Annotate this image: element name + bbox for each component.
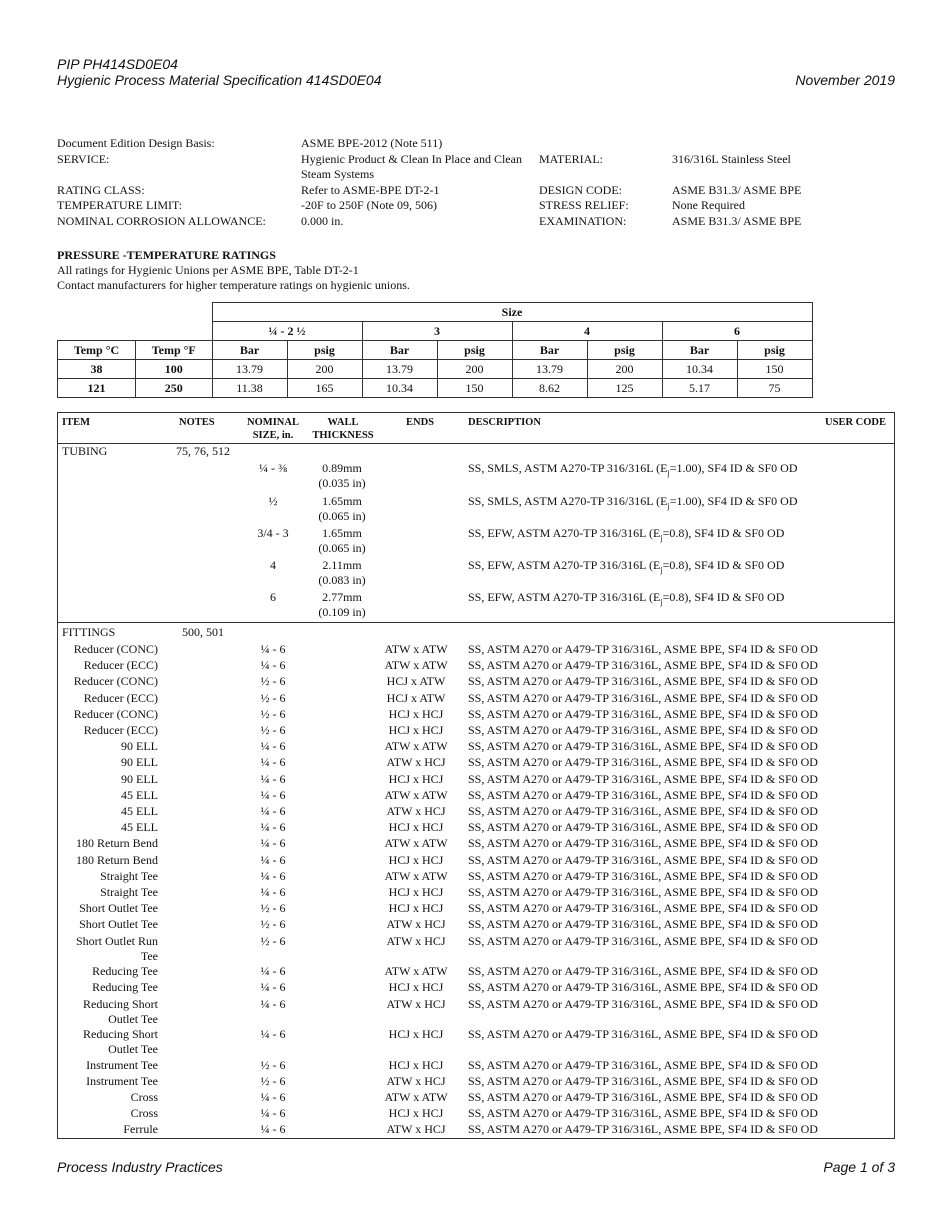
item-header: ITEM (62, 417, 91, 428)
doc-title: Hygienic Process Material Specification 414SD0E04 (57, 72, 382, 88)
fitting-name-line1: 45 ELL (121, 804, 158, 818)
ratings-units-row (58, 341, 813, 360)
ends: ATW x HCJ (386, 1073, 446, 1088)
wall-thickness (312, 558, 372, 588)
table-header-row (58, 413, 894, 444)
corrosion-value: 0.000 in. (301, 213, 344, 228)
stress-relief-value: None Required (672, 198, 745, 212)
nominal-size: ½ - 6 (260, 933, 286, 948)
fitting-name-line1: 90 ELL (121, 739, 158, 754)
fitting-name-line1: Reducing Short (83, 1027, 158, 1041)
description: SS, ASTM A270 or A479-TP 316/316L, ASME BPE, SF4 ID & SF0 OD (468, 1122, 818, 1137)
ends: ATW x HCJ (386, 917, 446, 932)
psig-header: psig (737, 341, 812, 360)
fitting-name (62, 788, 158, 803)
ends-header: ENDS (406, 417, 435, 428)
notes-header: NOTES (179, 417, 215, 428)
description (468, 526, 784, 545)
fitting-name-line1: Reducer (ECC) (83, 658, 158, 673)
nominal-size: ¼ - 6 (260, 771, 286, 786)
description: SS, ASTM A270 or A479-TP 316/316L, ASME BPE, SF4 ID & SF0 OD (468, 642, 818, 656)
bar-header: Bar (512, 341, 587, 360)
fitting-name-line1: Straight Tee (100, 885, 158, 899)
ends: ATW x ATW (384, 658, 448, 673)
wall-header (310, 416, 376, 442)
fitting-name (62, 934, 158, 964)
fitting-name-line1: Straight Tee (100, 868, 158, 883)
nominal-size: ¼ - 6 (260, 820, 286, 835)
fitting-name-line1: Ferrule (123, 1122, 158, 1137)
fitting-name-line1: Reducer (CONC) (73, 642, 158, 656)
fitting-name-line1: 90 ELL (121, 755, 158, 770)
ends: ATW x ATW (384, 1089, 448, 1104)
nominal-size: ¼ - 6 (260, 980, 286, 995)
description: SS, ASTM A270 or A479-TP 316/316L, ASME BPE, SF4 ID & SF0 OD (468, 771, 818, 786)
description: SS, ASTM A270 or A479-TP 316/316L, ASME BPE, SF4 ID & SF0 OD (468, 820, 818, 835)
description: SS, ASTM A270 or A479-TP 316/316L, ASME BPE, SF4 ID & SF0 OD (468, 964, 818, 979)
fitting-name (62, 772, 158, 787)
nominal-size: ½ - 6 (260, 917, 286, 932)
stress-relief-label: STRESS RELIEF: (539, 198, 629, 212)
bar-header: Bar (362, 341, 437, 360)
examination-label: EXAMINATION: (539, 213, 627, 228)
fitting-name (62, 707, 158, 722)
description: SS, ASTM A270 or A479-TP 316/316L, ASME BPE, SF4 ID & SF0 OD (468, 1106, 818, 1121)
fitting-name-line1: 180 Return Bend (76, 836, 158, 851)
description-text-end: =0.8), SF4 ID & SF0 OD (662, 526, 785, 540)
description: SS, ASTM A270 or A479-TP 316/316L, ASME BPE, SF4 ID & SF0 OD (468, 836, 818, 851)
description: SS, ASTM A270 or A479-TP 316/316L, ASME BPE, SF4 ID & SF0 OD (468, 1073, 818, 1088)
nominal-size: ¼ - 6 (260, 658, 286, 673)
wall-in: (0.083 in) (318, 573, 366, 587)
fitting-name-line1: Instrument Tee (86, 1073, 158, 1088)
nominal-size: ¼ - 6 (260, 1106, 286, 1121)
wall-mm: 1.65mm (322, 494, 362, 508)
fitting-name (62, 1058, 158, 1073)
edition-value: ASME BPE-2012 (Note 511) (301, 136, 443, 150)
description: SS, ASTM A270 or A479-TP 316/316L, ASME BPE, SF4 ID & SF0 OD (468, 901, 818, 916)
nominal-size: ¼ - 6 (260, 804, 286, 818)
nominal-size: ½ - 6 (260, 723, 286, 737)
ends: ATW x HCJ (386, 804, 446, 818)
description (468, 494, 798, 513)
size-col: ¼ - 2 ½ (212, 322, 362, 341)
ends: HCJ x HCJ (388, 885, 444, 899)
fitting-name (62, 1074, 158, 1089)
nominal-size: ¼ - 6 (260, 755, 286, 770)
fitting-name-line1: Reducing Short (83, 996, 158, 1011)
rating-value: 200 (287, 360, 362, 379)
fitting-name (62, 1090, 158, 1105)
page-number: Page 1 of 3 (823, 1159, 895, 1175)
ends: ATW x ATW (384, 868, 448, 883)
description-text-end: =1.00), SF4 ID & SF0 OD (669, 461, 798, 475)
basis-row-rating (57, 183, 897, 199)
fitting-name-line1: Reducer (ECC) (83, 723, 158, 737)
fitting-name-line1: Reducing Tee (92, 980, 158, 995)
fittings-section (58, 622, 894, 1139)
bar-header: Bar (212, 341, 287, 360)
fitting-name (62, 691, 158, 706)
description-subscript: j (660, 533, 663, 543)
description (468, 590, 784, 609)
section-note-1: All ratings for Hygienic Unions per ASME BPE, Table DT-2-1 (57, 263, 359, 277)
nominal-size: ¼ - 6 (260, 996, 286, 1011)
fitting-name-line1: Cross (130, 1106, 158, 1121)
bar-header: Bar (662, 341, 737, 360)
fitting-name (62, 642, 158, 657)
wall-mm: 2.11mm (322, 558, 362, 572)
description: SS, ASTM A270 or A479-TP 316/316L, ASME BPE, SF4 ID & SF0 OD (468, 674, 818, 689)
nominal-size: 3/4 - 3 (257, 526, 289, 540)
ends: ATW x ATW (384, 642, 448, 656)
temp-f-header: Temp °F (136, 341, 213, 360)
rating-value: 11.38 (212, 379, 287, 398)
fitting-name (62, 869, 158, 884)
description-header: DESCRIPTION (468, 417, 541, 428)
nominal-size: ¼ - ⅜ (259, 461, 287, 475)
rating-value: 125 (587, 379, 662, 398)
ends: HCJ x ATW (386, 674, 446, 689)
ratings-row (58, 360, 813, 379)
wall-thickness (312, 461, 372, 491)
fitting-name-line1: Cross (130, 1089, 158, 1104)
wall-mm: 1.65mm (322, 526, 362, 540)
rating-value: 150 (437, 379, 512, 398)
description-text: SS, EFW, ASTM A270-TP 316/316L (E (468, 590, 661, 604)
ratings-size-row (58, 303, 813, 322)
basis-row-edition (57, 136, 897, 152)
nominal-size: ¼ - 6 (260, 852, 286, 867)
psig-header: psig (437, 341, 512, 360)
description-text-end: =0.8), SF4 ID & SF0 OD (662, 590, 785, 604)
nominal-size: ½ - 6 (260, 706, 286, 721)
nominal-size: ¼ - 6 (260, 739, 286, 754)
nominal-size: ¼ - 6 (260, 1122, 286, 1137)
ends: ATW x ATW (384, 739, 448, 754)
temp-limit-value: -20F to 250F (Note 09, 506) (301, 198, 437, 212)
description-subscript: j (667, 501, 670, 511)
fitting-name (62, 674, 158, 689)
description: SS, ASTM A270 or A479-TP 316/316L, ASME BPE, SF4 ID & SF0 OD (468, 1027, 818, 1041)
footer-left: Process Industry Practices (57, 1159, 223, 1175)
fitting-name-line1: Reducer (CONC) (73, 674, 158, 689)
basis-row-service (57, 152, 897, 183)
fitting-name (62, 1106, 158, 1121)
fitting-name-line1: 90 ELL (121, 771, 158, 786)
ends: HCJ x HCJ (388, 706, 444, 721)
page-footer (57, 1159, 895, 1175)
nominal-size: ½ - 6 (260, 690, 286, 705)
fitting-name-line1: Reducer (CONC) (73, 706, 158, 721)
description-subscript: j (660, 597, 663, 607)
description: SS, ASTM A270 or A479-TP 316/316L, ASME BPE, SF4 ID & SF0 OD (468, 1089, 818, 1104)
wall-thickness (312, 590, 372, 620)
description-text-end: =1.00), SF4 ID & SF0 OD (669, 494, 798, 508)
user-code-header: USER CODE (825, 417, 886, 428)
description-subscript: j (660, 565, 663, 575)
fitting-name (62, 836, 158, 851)
nominal-size: ½ - 6 (260, 674, 286, 689)
rating-value: 10.34 (362, 379, 437, 398)
corrosion-label: NOMINAL CORROSION ALLOWANCE: (57, 213, 266, 228)
tubing-section (58, 443, 894, 622)
temp-c: 38 (58, 360, 136, 379)
description: SS, ASTM A270 or A479-TP 316/316L, ASME BPE, SF4 ID & SF0 OD (468, 739, 818, 754)
wall-in: (0.065 in) (318, 541, 366, 555)
fitting-name-line2: Outlet Tee (108, 1011, 158, 1026)
description: SS, ASTM A270 or A479-TP 316/316L, ASME BPE, SF4 ID & SF0 OD (468, 933, 818, 948)
fitting-name (62, 885, 158, 900)
nominal-size: ¼ - 6 (260, 885, 286, 899)
basis-row-corrosion (57, 214, 897, 230)
piping-components-table (57, 412, 895, 1139)
ends: HCJ x HCJ (388, 723, 444, 737)
description: SS, ASTM A270 or A479-TP 316/316L, ASME BPE, SF4 ID & SF0 OD (468, 755, 818, 770)
ends: HCJ x HCJ (388, 820, 444, 835)
wall-header-line1: WALL (327, 417, 359, 428)
fitting-name (62, 739, 158, 754)
page-header (57, 56, 895, 88)
description: SS, ASTM A270 or A479-TP 316/316L, ASME BPE, SF4 ID & SF0 OD (468, 723, 818, 737)
design-basis (57, 136, 897, 229)
ends: HCJ x ATW (386, 690, 446, 705)
service-value: Hygienic Product & Clean In Place and Clean Steam Systems (301, 151, 522, 181)
size-col: 3 (362, 322, 512, 341)
section-title: PRESSURE -TEMPERATURE RATINGS (57, 248, 276, 262)
ends: HCJ x HCJ (388, 980, 444, 995)
examination-value: ASME B31.3/ ASME BPE (672, 213, 802, 228)
ends: HCJ x HCJ (388, 771, 444, 786)
psig-header: psig (587, 341, 662, 360)
nominal-size: ¼ - 6 (260, 836, 286, 851)
edition-label: Document Edition Design Basis: (57, 136, 215, 150)
fitting-name-line1: Reducing Tee (92, 964, 158, 979)
description: SS, ASTM A270 or A479-TP 316/316L, ASME BPE, SF4 ID & SF0 OD (468, 980, 818, 995)
fitting-name-line1: 180 Return Bend (76, 852, 158, 867)
fitting-name-line2: Outlet Tee (108, 1042, 158, 1056)
temp-limit-label: TEMPERATURE LIMIT: (57, 198, 183, 212)
fittings-notes: 500, 501 (182, 625, 224, 639)
rating-value: 150 (737, 360, 812, 379)
nominal-size: ½ (268, 494, 278, 508)
doc-date: November 2019 (795, 72, 895, 88)
nominal-size: ¼ - 6 (260, 964, 286, 979)
description: SS, ASTM A270 or A479-TP 316/316L, ASME BPE, SF4 ID & SF0 OD (468, 996, 818, 1011)
description-text: SS, SMLS, ASTM A270-TP 316/316L (E (468, 494, 668, 508)
nominal-size: ½ - 6 (260, 901, 286, 916)
nominal-size: ¼ - 6 (260, 642, 286, 656)
fitting-name-line1: 45 ELL (121, 787, 158, 802)
material-value: 316/316L Stainless Steel (672, 151, 791, 166)
fitting-name (62, 853, 158, 868)
fitting-name (62, 755, 158, 770)
design-code-value: ASME B31.3/ ASME BPE (672, 182, 802, 197)
size-col: 4 (512, 322, 662, 341)
nominal-size: ¼ - 6 (260, 1089, 286, 1104)
ratings-row (58, 379, 813, 398)
psig-header: psig (287, 341, 362, 360)
size-col: 6 (662, 322, 812, 341)
temp-f: 250 (136, 379, 213, 398)
temp-c-header: Temp °C (58, 341, 136, 360)
size-header: Size (212, 303, 812, 322)
description-text: SS, EFW, ASTM A270-TP 316/316L (E (468, 526, 661, 540)
ends: HCJ x HCJ (388, 1106, 444, 1121)
fitting-name (62, 917, 158, 932)
description-text: SS, SMLS, ASTM A270-TP 316/316L (E (468, 461, 668, 475)
ends: ATW x HCJ (386, 1122, 446, 1137)
fittings-label: FITTINGS (62, 625, 116, 639)
rating-value: 200 (587, 360, 662, 379)
description: SS, ASTM A270 or A479-TP 316/316L, ASME BPE, SF4 ID & SF0 OD (468, 1057, 818, 1072)
description-text-end: =0.8), SF4 ID & SF0 OD (662, 558, 785, 572)
service-label: SERVICE: (57, 151, 110, 166)
tubing-label: TUBING (62, 444, 108, 458)
rating-value: 10.34 (662, 360, 737, 379)
fitting-name (62, 820, 158, 835)
temp-c: 121 (58, 379, 136, 398)
rating-value: 200 (437, 360, 512, 379)
fitting-name (62, 901, 158, 916)
fitting-name (62, 1122, 158, 1137)
rating-value: 5.17 (662, 379, 737, 398)
fitting-name (62, 804, 158, 819)
design-code-label: DESIGN CODE: (539, 182, 622, 197)
fitting-name (62, 980, 158, 995)
wall-in: (0.035 in) (318, 476, 366, 490)
description (468, 461, 798, 480)
fitting-name-line1: Reducer (ECC) (83, 690, 158, 705)
description-subscript: j (667, 468, 670, 478)
rating-value: 13.79 (512, 360, 587, 379)
description (468, 558, 784, 577)
ends: HCJ x HCJ (388, 901, 444, 916)
basis-row-temp (57, 198, 897, 214)
size-header-line1: NOMINAL (247, 417, 299, 428)
nominal-size: ¼ - 6 (260, 1027, 286, 1041)
description: SS, ASTM A270 or A479-TP 316/316L, ASME BPE, SF4 ID & SF0 OD (468, 868, 818, 883)
ends: ATW x HCJ (386, 933, 446, 948)
rating-value: 13.79 (212, 360, 287, 379)
temp-f: 100 (136, 360, 213, 379)
ends: ATW x ATW (384, 836, 448, 851)
nominal-size: ½ - 6 (260, 1057, 286, 1072)
ratings-sizes-row (58, 322, 813, 341)
fitting-name (62, 723, 158, 738)
description: SS, ASTM A270 or A479-TP 316/316L, ASME BPE, SF4 ID & SF0 OD (468, 706, 818, 721)
nominal-size: ½ - 6 (260, 1073, 286, 1088)
ends: HCJ x HCJ (388, 852, 444, 867)
size-header (238, 416, 308, 442)
material-label: MATERIAL: (539, 151, 603, 166)
doc-id: PIP PH414SD0E04 (57, 56, 178, 72)
description: SS, ASTM A270 or A479-TP 316/316L, ASME BPE, SF4 ID & SF0 OD (468, 852, 818, 867)
nominal-size: ¼ - 6 (260, 787, 286, 802)
fitting-name (62, 997, 158, 1027)
wall-mm: 2.77mm (322, 590, 362, 604)
description-text: SS, EFW, ASTM A270-TP 316/316L (E (468, 558, 661, 572)
nominal-size: 6 (270, 590, 276, 604)
description: SS, ASTM A270 or A479-TP 316/316L, ASME BPE, SF4 ID & SF0 OD (468, 917, 818, 932)
tubing-notes: 75, 76, 512 (176, 444, 230, 458)
rating-value: 8.62 (512, 379, 587, 398)
size-header-line2: SIZE, in. (252, 430, 294, 441)
nominal-size: ¼ - 6 (260, 868, 286, 883)
fitting-name-line1: Short Outlet Run (75, 933, 158, 948)
description: SS, ASTM A270 or A479-TP 316/316L, ASME BPE, SF4 ID & SF0 OD (468, 885, 818, 899)
rating-value: 75 (737, 379, 812, 398)
wall-thickness (312, 526, 372, 556)
ends: ATW x ATW (384, 964, 448, 979)
pressure-temperature-section (57, 248, 410, 293)
ends: ATW x ATW (384, 787, 448, 802)
rating-value: Refer to ASME-BPE DT-2-1 (301, 182, 440, 197)
fitting-name (62, 1027, 158, 1057)
rating-value: 165 (287, 379, 362, 398)
fitting-name-line1: Instrument Tee (86, 1057, 158, 1072)
wall-header-line2: THICKNESS (312, 430, 374, 441)
description: SS, ASTM A270 or A479-TP 316/316L, ASME BPE, SF4 ID & SF0 OD (468, 658, 818, 673)
fitting-name-line1: Short Outlet Tee (79, 917, 158, 932)
wall-in: (0.065 in) (318, 509, 366, 523)
section-note-2: Contact manufacturers for higher temperature ratings on hygienic unions. (57, 278, 410, 292)
nominal-size: 4 (270, 558, 276, 572)
fitting-name (62, 964, 158, 979)
fitting-name-line1: 45 ELL (121, 820, 158, 835)
fitting-name-line1: Short Outlet Tee (79, 901, 158, 916)
ends: HCJ x HCJ (388, 1057, 444, 1072)
wall-mm: 0.89mm (322, 461, 362, 475)
fitting-name-line2: Tee (140, 948, 158, 963)
ends: ATW x HCJ (386, 755, 446, 770)
wall-thickness (312, 494, 372, 524)
description: SS, ASTM A270 or A479-TP 316/316L, ASME BPE, SF4 ID & SF0 OD (468, 804, 818, 818)
wall-in: (0.109 in) (318, 605, 366, 619)
fitting-name (62, 658, 158, 673)
ends: ATW x HCJ (386, 996, 446, 1011)
ends: HCJ x HCJ (388, 1027, 444, 1041)
description: SS, ASTM A270 or A479-TP 316/316L, ASME BPE, SF4 ID & SF0 OD (468, 690, 818, 705)
description: SS, ASTM A270 or A479-TP 316/316L, ASME BPE, SF4 ID & SF0 OD (468, 787, 818, 802)
ratings-table (57, 302, 813, 398)
rating-label: RATING CLASS: (57, 182, 145, 197)
rating-value: 13.79 (362, 360, 437, 379)
